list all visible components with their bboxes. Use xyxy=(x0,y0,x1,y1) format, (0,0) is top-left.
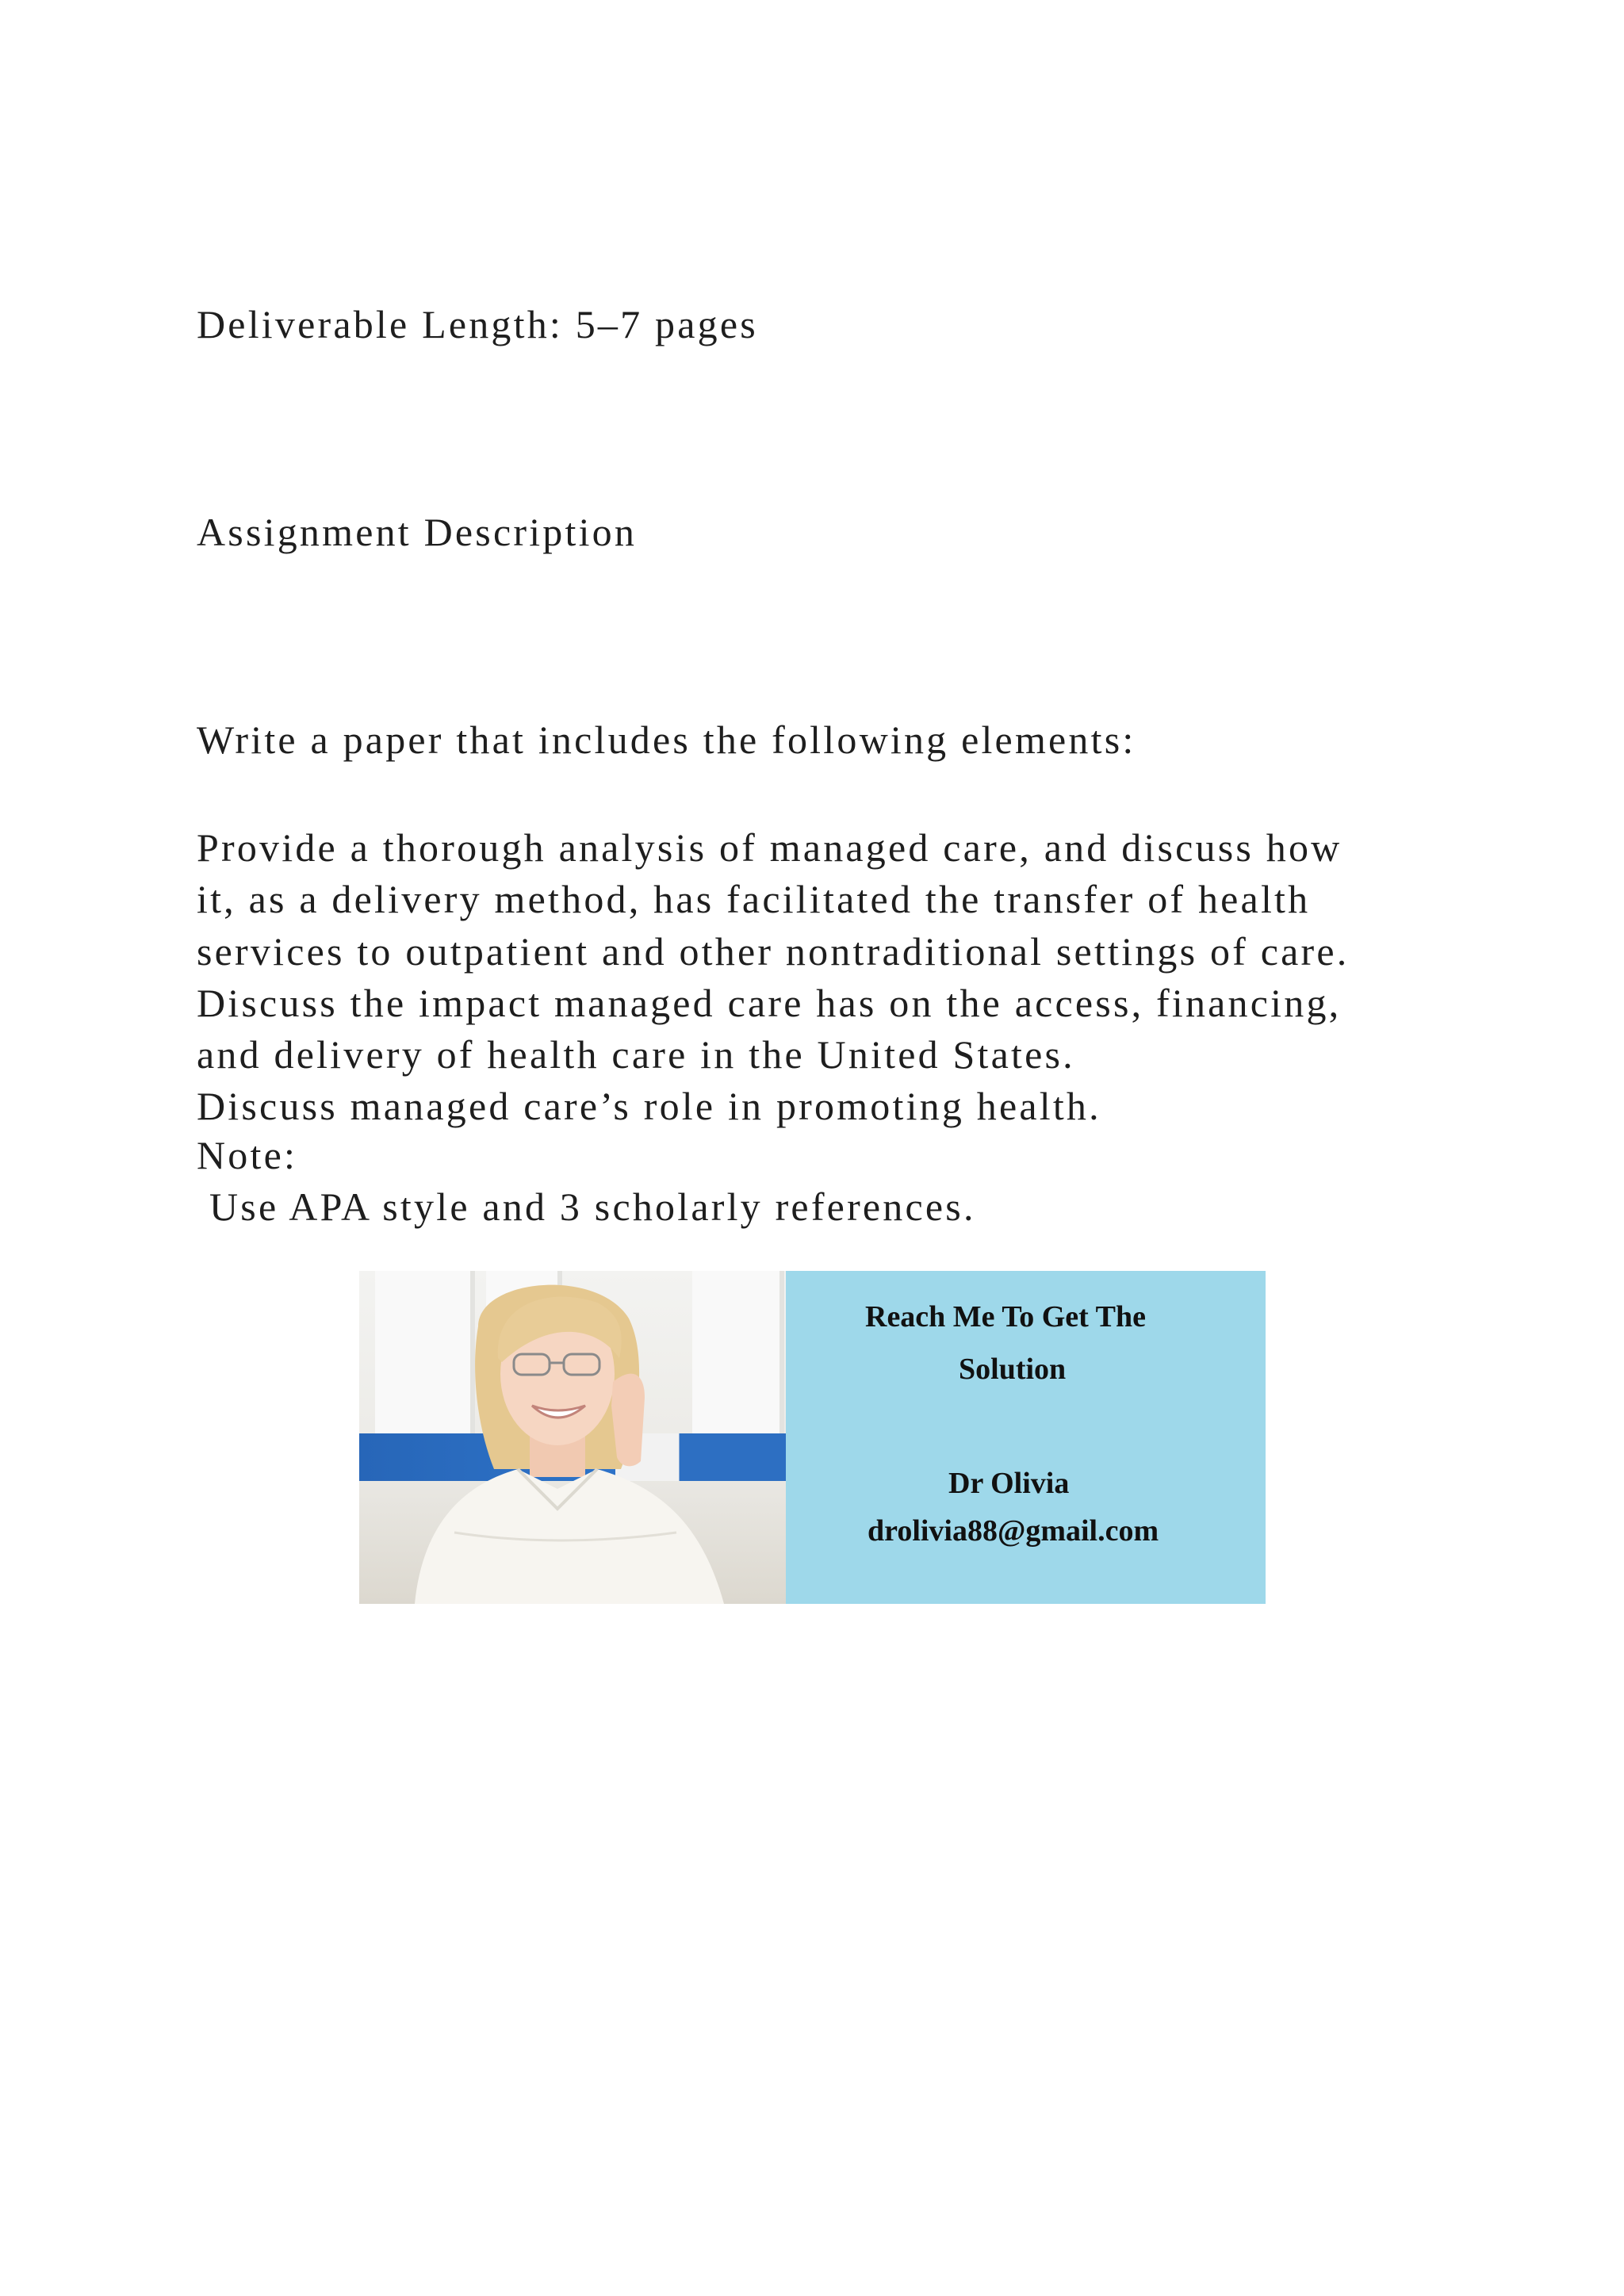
woman-illustration xyxy=(359,1271,786,1604)
list-item: it, as a delivery method, has facilitated the transfer of health xyxy=(197,877,1311,922)
list-item: Discuss managed care’s role in promoting health. xyxy=(197,1084,1101,1129)
list-item: Discuss the impact managed care has on the access, financing, xyxy=(197,980,1342,1025)
contact-email: drolivia88@gmail.com xyxy=(868,1514,1159,1548)
section-title: Assignment Description xyxy=(197,510,638,554)
intro-text: Write a paper that includes the following elements: xyxy=(197,718,1136,762)
list-item: and delivery of health care in the United States. xyxy=(197,1032,1075,1077)
note-label: Note: xyxy=(197,1133,298,1177)
note-body: Use APA style and 3 scholarly references. xyxy=(209,1184,976,1229)
deliverable-length: Deliverable Length: 5–7 pages xyxy=(197,302,758,346)
elements-list xyxy=(197,822,1349,1133)
list-item: Provide a thorough analysis of managed care, and discuss how xyxy=(197,825,1342,870)
contact-card xyxy=(786,1271,1266,1604)
list-item: services to outpatient and other nontraditional settings of care. xyxy=(197,928,1350,974)
banner-headline: Reach Me To Get The xyxy=(865,1300,1146,1334)
woman-photo xyxy=(359,1271,786,1604)
contact-banner xyxy=(359,1271,1266,1604)
contact-name: Dr Olivia xyxy=(948,1467,1070,1500)
banner-headline-2: Solution xyxy=(959,1353,1067,1386)
